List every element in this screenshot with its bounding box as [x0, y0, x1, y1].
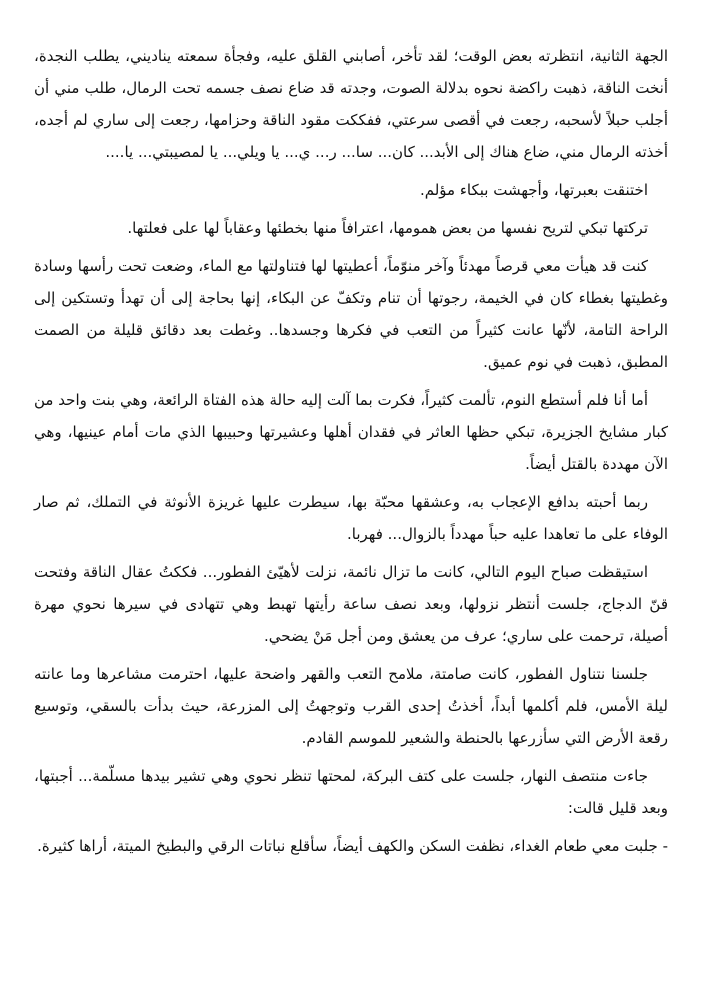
paragraph-1: الجهة الثانية، انتظرته بعض الوقت؛ لقد تأخر، أصابني القلق عليه، وفجأة سمعته يناديني، يطلب النجدة، أنخت الناقة، ذهبت راكضة نحوه بدلالة الصوت، وجدته قد ضاع نصف جسمه تحت الرمال، طلب مني أن أجلب حبلاً لأسحبه، رجعت في أقصى سرعتي، ففككت مقود الناقة وحزامها، رجعت إلى ساري لم أجده، أخذته الرمال مني، ضاع هناك إلى الأبد... كان... سا... ر... ي... يا ويلي... يا لمصيبتي... يا....	[34, 47, 668, 161]
document-page	[34, 40, 668, 868]
paragraph-3: تركتها تبكي لتريح نفسها من بعض همومها، اعترافاً منها بخطئها وعقاباً لها على فعلتها.	[127, 219, 648, 237]
paragraph-7: استيقظت صباح اليوم التالي، كانت ما تزال نائمة، نزلت لأهيّئ الفطور... فككتُ عقال الناقة وفتحت قنّ الدجاج، جلست أنتظر نزولها، وبعد نصف ساعة رأيتها تهبط وهي تتهادى في سيرها نحوي مهرة أصيلة، ترحمت على ساري؛ عرف من يعشق ومن أجل مَنْ يضحي.	[34, 563, 668, 645]
paragraph-6: ربما أحبته بدافع الإعجاب به، وعشقها محبّة بها، سيطرت عليها غريزة الأنوثة في التملك، ثم صار الوفاء على ما تعاهدا عليه حباً مهدداً بالزوال... فهربا.	[34, 493, 668, 543]
paragraph-8: جلسنا نتناول الفطور، كانت صامتة، ملامح التعب والقهر واضحة عليها، احترمت مشاعرها وما عانته ليلة الأمس، فلم أكلمها أبداً، أخذتُ إحدى القرب وتوجهتُ إلى المزرعة، حيث بدأت بالسقي، وتوسيع رقعة الأرض التي سأزرعها بالحنطة والشعير للموسم القادم.	[34, 665, 668, 747]
paragraph-4: كنت قد هيأت معي قرصاً مهدئاً وآخر منوّماً، أعطيتها لها فتناولتها مع الماء، وضعت تحت رأسها وسادة وغطيتها بغطاء كان في الخيمة، رجوتها أن تنام وتكفّ عن البكاء، إنها بحاجة إلى أن تهدأ وتستكين إلى الراحة التامة، لأنّها عانت كثيراً من التعب في فكرها وجسدها.. وغطت بعد دقائق قليلة من الصمت المطبق، ذهبت في نوم عميق.	[34, 257, 668, 371]
paragraph-9: جاءت منتصف النهار، جلست على كتف البركة، لمحتها تنظر نحوي وهي تشير بيدها مسلّمة... أجبتها، وبعد قليل قالت:	[34, 767, 668, 817]
paragraph-2: اختنقت بعبرتها، وأجهشت ببكاء مؤلم.	[419, 181, 648, 199]
paragraph-10: - جلبت معي طعام الغداء، نظفت السكن والكهف أيضاً، سأقلع نباتات الرقي والبطيخ الميتة، أراها كثيرة.	[37, 837, 668, 855]
paragraph-5: أما أنا فلم أستطع النوم، تألمت كثيراً، فكرت بما آلت إليه حالة هذه الفتاة الرائعة، وهي بنت واحد من كبار مشايخ الجزيرة، تبكي حظها العاثر في فقدان أهلها وعشيرتها وحبيبها الذي مات أمام عينيها، وهي الآن مهددة بالقتل أيضاً.	[34, 391, 668, 473]
